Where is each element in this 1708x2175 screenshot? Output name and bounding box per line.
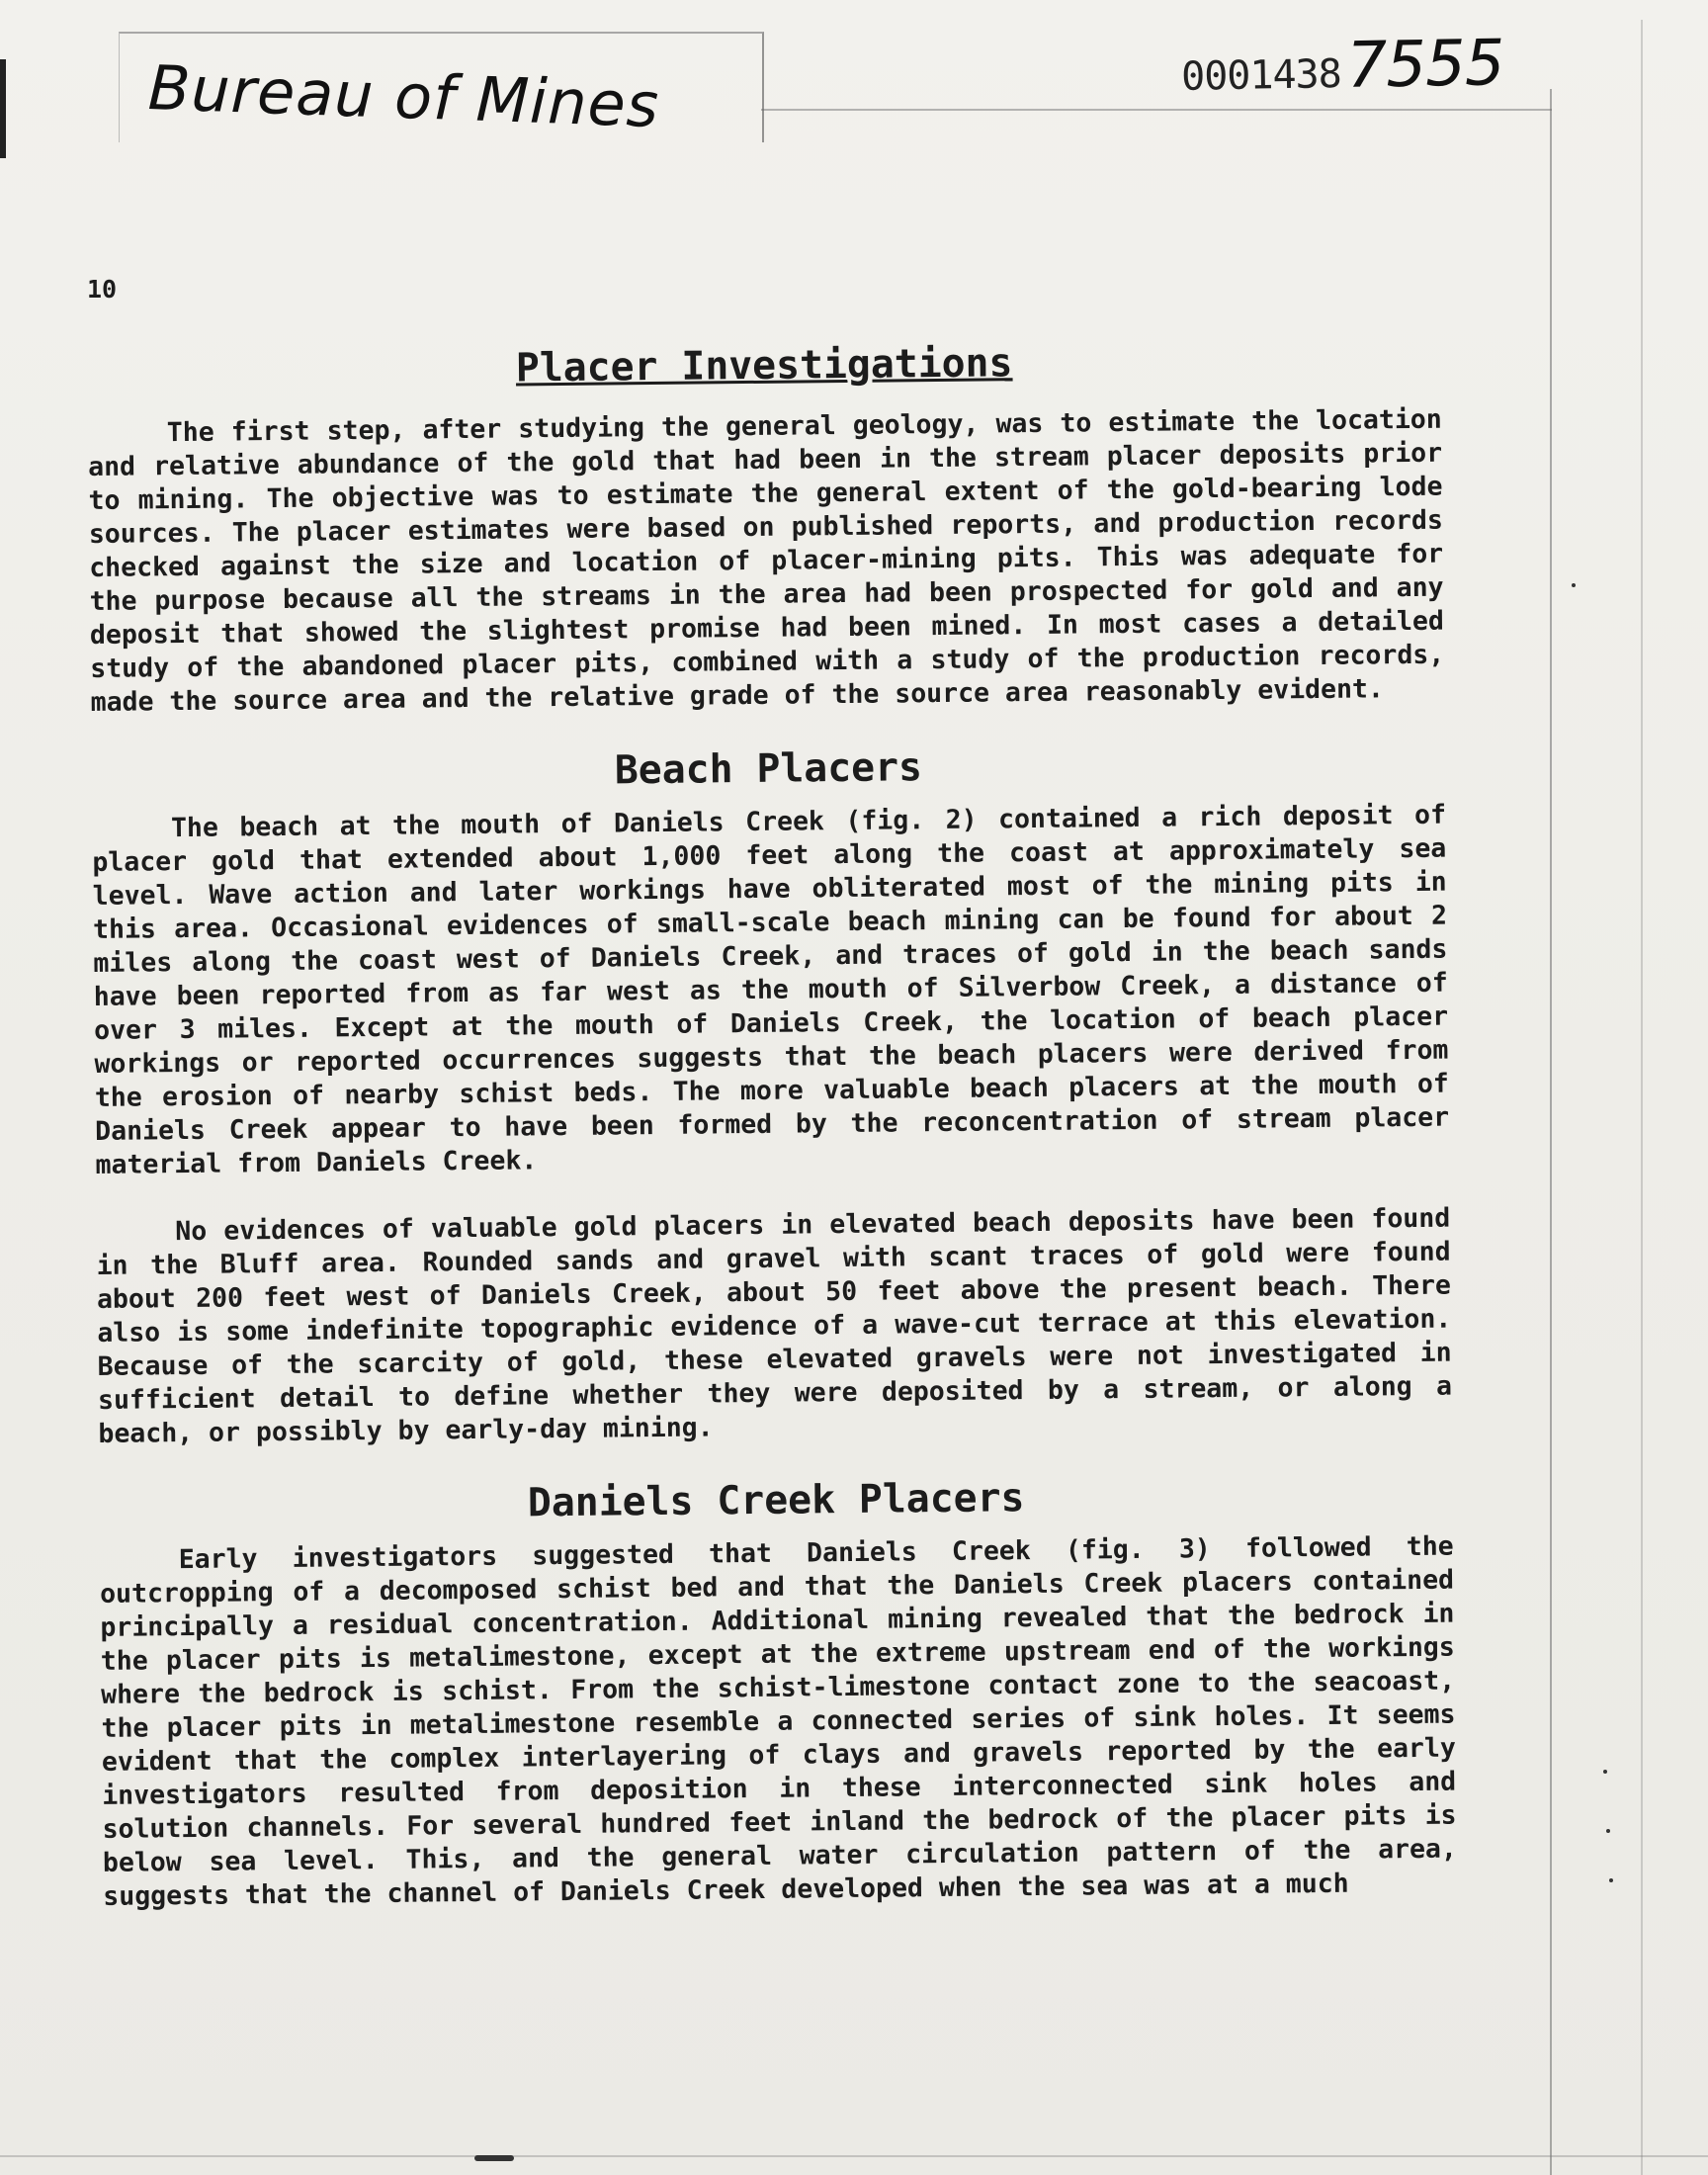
section-heading-placer-investigations: Placer Investigations xyxy=(515,340,1013,392)
paragraph: No evidences of valuable gold placers in elevated beach deposits have been found in the Bluff area. Rounded sands and gravel with scant traces of gold were found about 200 feet west of Daniels Creek, about 50 feet above the present beach. There also is some indefinite topographic evidence of a wave-cut terrace at this elevation. Because of the scarcity of gold, these elevated gravels were not investigated in sufficient detail to define whether they were deposited by a stream, or along a beach, or possibly by early-day mining. xyxy=(96,1202,1453,1449)
scan-speck xyxy=(1603,1770,1607,1774)
paragraph: The beach at the mouth of Daniels Creek (fig. 2) contained a rich deposit of placer gold that extended about 1,000 feet along the coast at approximately sea level. Wave action and later workings have obliterated most of the mining pits in this area. Occasional evidences of small-scale beach mining can be found for about 2 miles along the coast west of Daniels Creek, and traces of gold in the beach sands have been reported from as far west as the mouth of Silverbow Creek, a distance of over 3 miles. Except at the mouth of Daniels Creek, the location of beach placer workings or reported occurrences suggests that the beach placers were derived from the erosion of nearby schist beds. The more valuable beach placers at the mouth of Daniels Creek appear to have been formed by the reconcentration of stream placer material from Daniels Creek. xyxy=(92,799,1450,1180)
page-number: 10 xyxy=(87,275,118,304)
scan-speck xyxy=(1572,583,1576,587)
printed-document-code: 0001438 xyxy=(1180,51,1342,100)
handwritten-bureau-label: Bureau of Mines xyxy=(146,51,661,142)
document-code xyxy=(1180,27,1504,106)
header-rule xyxy=(761,109,1552,111)
handwritten-document-code: 7555 xyxy=(1345,27,1505,103)
scan-edge-bottom xyxy=(0,2155,1708,2157)
scan-speck xyxy=(1606,1829,1610,1833)
paragraph: The first step, after studying the general geology, was to estimate the location and relative abundance of the gold that had been in the stream placer deposits prior to mining. The objective was to estimate the general extent of the gold-bearing lode sources. The placer estimates were based on published reports, and production records checked against the size and location of placer-mining pits. This was adequate for the purpose because all the streams in the area had been prospected for gold and any deposit that showed the slightest promise had been mined. In most cases a detailed study of the abandoned placer pits, combined with a study of the production records, made the source area and the relative grade of the source area reasonably evident. xyxy=(88,403,1445,718)
document-body xyxy=(87,342,1457,1914)
scan-smudge xyxy=(474,2155,514,2161)
scan-speck xyxy=(1609,1878,1613,1882)
scan-edge-far-right xyxy=(1641,20,1643,2175)
scan-edge-left xyxy=(0,59,6,158)
scan-edge-right xyxy=(1550,89,1552,2175)
section-heading-beach-placers: Beach Placers xyxy=(614,744,923,794)
paragraph: Early investigators suggested that Daniels Creek (fig. 3) followed the outcropping of a decomposed schist bed and that the Daniels Creek placers contained principally a residual concentration. Additional mining revealed that the bedrock in the placer pits is metalimestone, except at the extreme upstream end of the workings where the bedrock is schist. From the schist-limestone contact zone to the seacoast, the placer pits in metalimestone resemble a connected series of sink holes. It seems evident that the complex interlayering of clays and gravels reported by the early investigators resulted from deposition in these interconnected sink holes and solution channels. For several hundred feet inland the bedrock of the placer pits is below sea level. This, and the general water circulation pattern of the area, suggests that the channel of Daniels Creek developed when the sea was at a much xyxy=(99,1530,1458,1912)
section-heading-daniels-creek-placers: Daniels Creek Placers xyxy=(527,1475,1025,1526)
